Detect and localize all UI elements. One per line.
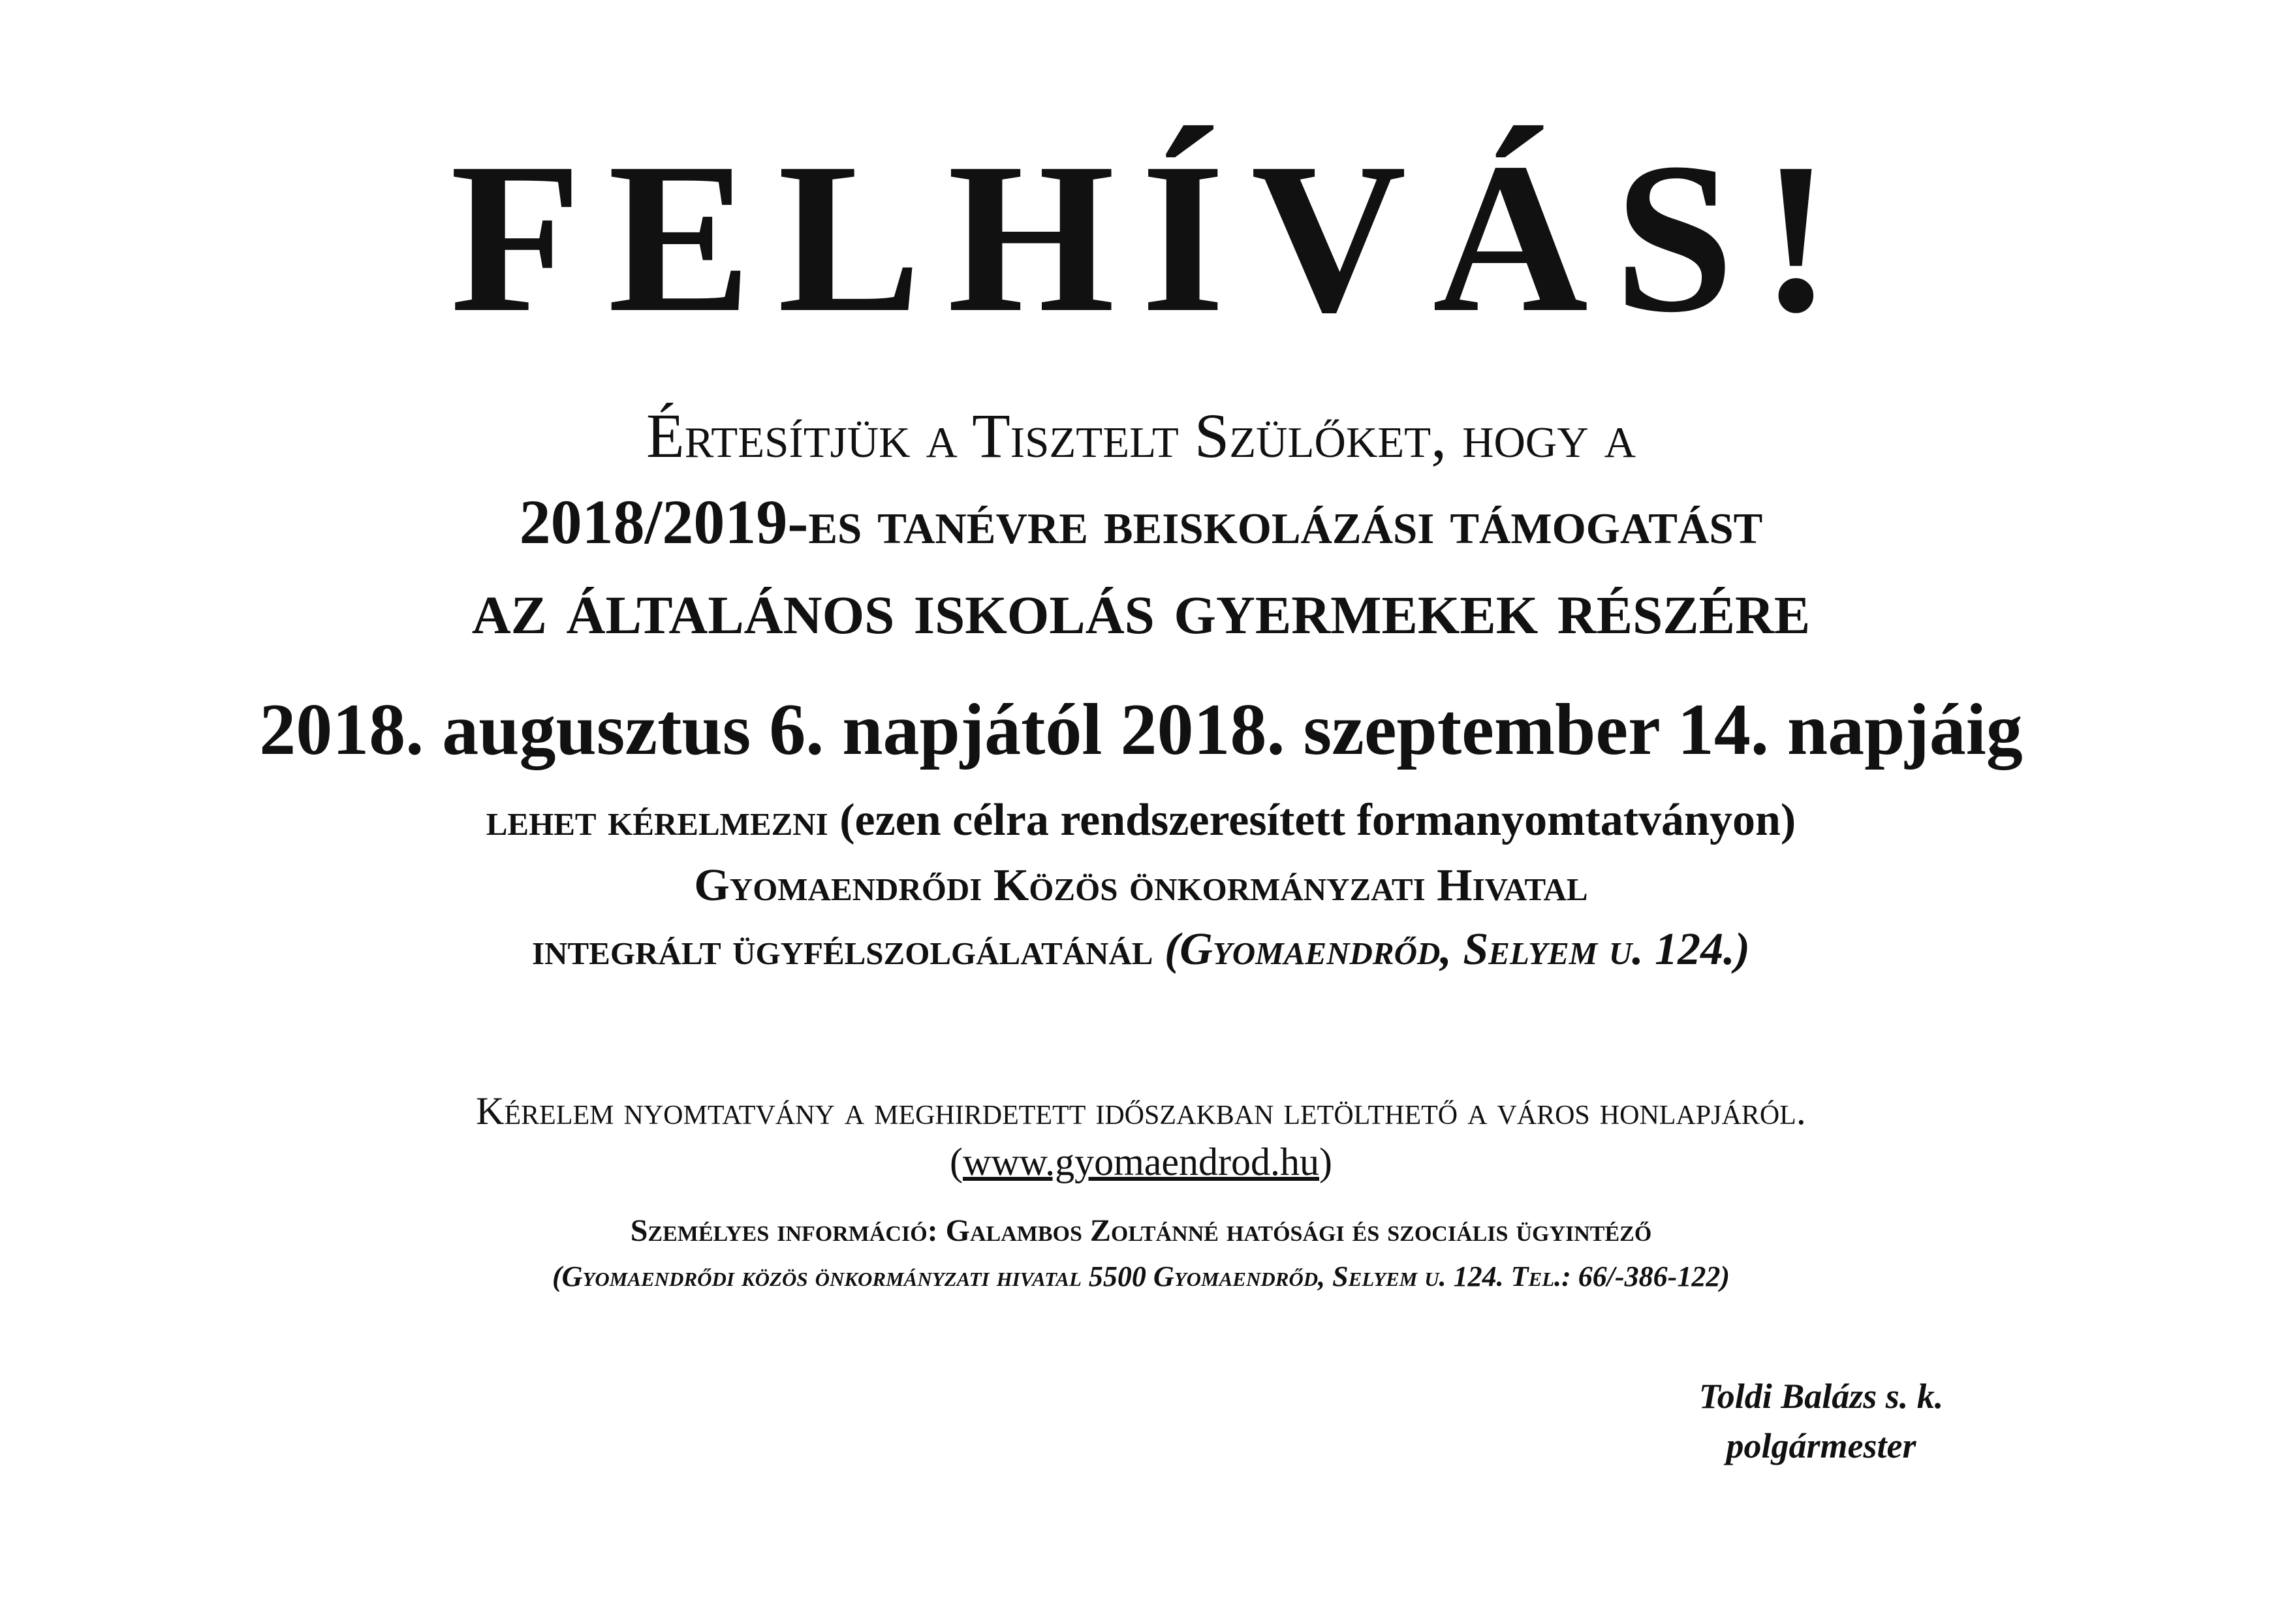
service-address: (Gyomaendrőd, Selyem u. 124.) [1164,924,1750,975]
service-line-lead: integrált ügyfélszolgálatánál [532,924,1164,975]
date-range-line: 2018. augusztus 6. napjától 2018. szeptember 14. napjáig [259,689,2023,770]
contact-detail: (Gyomaendrődi közös önkormányzati hivatal 5500 Gyomaendrőd, Selyem u. 124. Tel.: 66/-386-122) [552,1260,1730,1292]
service-line [0,924,2282,975]
website-link[interactable]: www.gyomaendrod.hu [962,1140,1319,1183]
download-line: Kérelem nyomtatvány a meghirdetett időszakban letölthető a város honlapjáról. [476,1089,1806,1132]
request-line-lead: lehet kérelmezni [486,795,828,845]
website-open-paren: ( [950,1140,963,1183]
intro-line: Értesítjük a Tisztelt Szülőket, hogy a [646,401,1636,471]
target-group-line: az általános iskolás gyermekek részére [471,565,1811,650]
office-line: Gyomaendrődi Közös önkormányzati Hivatal [694,860,1588,911]
school-year-line: 2018/2019-es tanévre beiskolázási támogatást [519,487,1763,557]
request-line-rest: (ezen célra rendszeresített formanyomtatványon) [828,795,1796,845]
request-line [0,795,2282,845]
signature-role: polgármester [1726,1426,1916,1465]
website-line [0,1142,2282,1181]
notice-title: FELHÍVÁS! [450,119,1858,357]
contact-line: Személyes információ: Galambos Zoltánné hatósági és szociális ügyintéző [630,1213,1652,1248]
website-close-paren: ) [1319,1140,1332,1183]
signature-name: Toldi Balázs s. k. [1698,1377,1944,1416]
